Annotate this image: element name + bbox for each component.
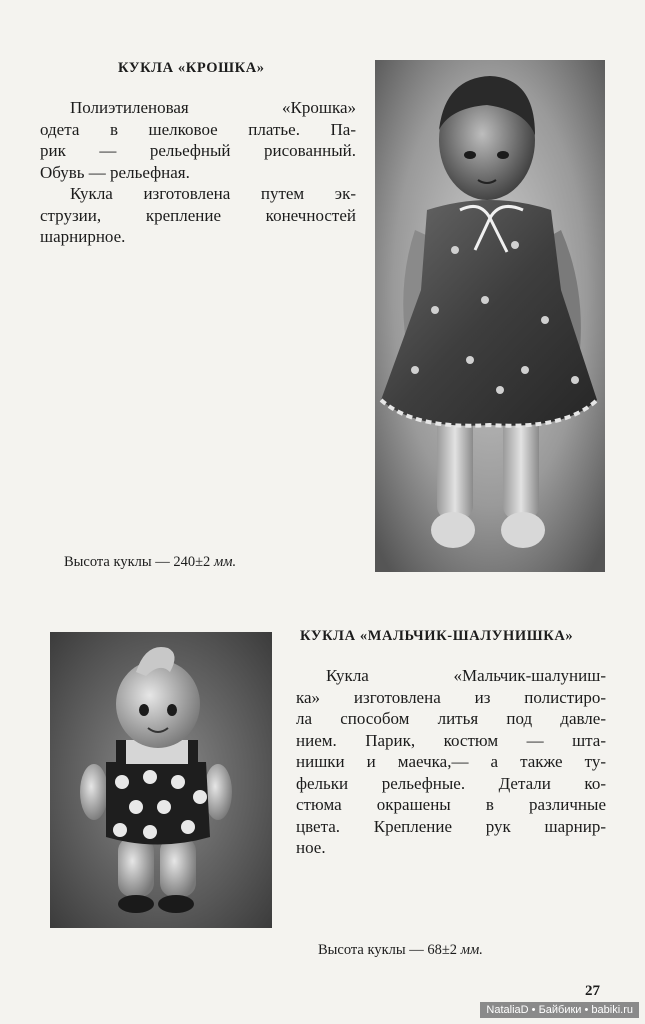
doll1-line: струзии, крепление конечностей	[40, 205, 356, 225]
doll2-height	[318, 942, 483, 959]
doll1-height-unit: мм.	[213, 554, 237, 570]
doll1-height-value: Высота куклы — 240±2	[64, 554, 211, 570]
doll1-line: Полиэтиленовая «Крошка»	[70, 98, 356, 117]
doll2-line: стюма окрашены в различные	[296, 795, 606, 814]
doll2-title: КУКЛА «МАЛЬЧИК-ШАЛУНИШКА»	[300, 628, 574, 644]
doll2-line: нишки и маечка,— а также ту-	[296, 752, 606, 771]
doll2-line: фельки рельефные. Детали ко-	[296, 773, 606, 793]
doll1-line: Обувь — рельефная.	[40, 162, 190, 182]
page-number: 27	[585, 983, 600, 999]
doll2-description	[296, 665, 606, 859]
doll1-line: одета в шелковое платье. Па-	[40, 119, 356, 139]
doll2-line: Кукла «Мальчик-шалуниш-	[326, 666, 606, 685]
doll1-line: шарнирное.	[40, 227, 126, 246]
doll2-line: цвета. Крепление рук шарнир-	[296, 816, 606, 836]
doll1-line: рик — рельефный рисованный.	[40, 141, 356, 160]
doll2-line: ка» изготовлена из полистиро-	[296, 687, 606, 707]
doll1-title: КУКЛА «КРОШКА»	[118, 60, 265, 76]
doll1-height	[64, 554, 236, 571]
watermark: NataliaD • Байбики • babiki.ru	[480, 1002, 639, 1018]
doll2-line: ла способом литья под давле-	[296, 709, 606, 728]
doll1-line: Кукла изготовлена путем эк-	[70, 184, 356, 203]
doll2-photo	[50, 632, 272, 928]
doll1-description	[40, 97, 356, 248]
doll2-line: ное.	[296, 838, 326, 857]
doll2-height-value: Высота куклы — 68±2	[318, 942, 458, 958]
doll1-photo	[375, 60, 605, 572]
doll2-height-unit: мм.	[460, 942, 483, 958]
doll2-line: нием. Парик, костюм — шта-	[296, 730, 606, 750]
